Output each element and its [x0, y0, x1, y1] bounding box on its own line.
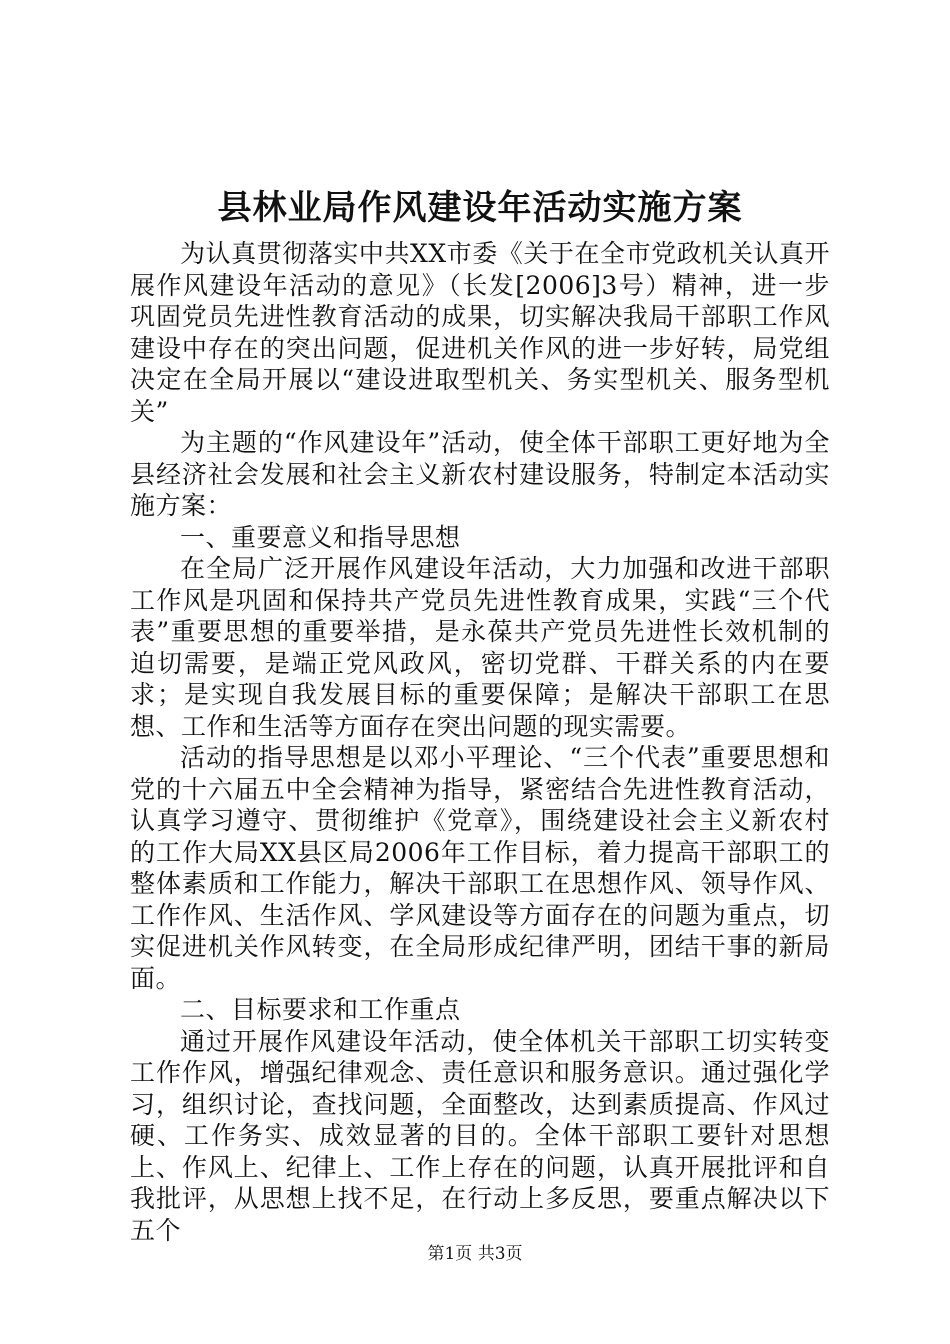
document-body [130, 238, 830, 1246]
paragraph-purpose: 为主题的“作风建设年”活动，使全体干部职工更好地为全县经济社会发展和社会主义新农村建设服务，特制定本活动实施方案： [130, 428, 830, 520]
paragraph-intro: 为认真贯彻落实中共XX市委《关于在全市党政机关认真开展作风建设年活动的意见》（长发[2006]3号）精神，进一步巩固党员先进性教育活动的成果，切实解决我局干部职工作风建设中存在的突出问题，促进机关作风的进一步好转，局党组决定在全局开展以“建设进取型机关、务实型机关、服务型机关” [130, 239, 830, 426]
page-footer: 第1页 共3页 [427, 1244, 523, 1264]
paragraph-goals: 通过开展作风建设年活动，使全体机关干部职工切实转变工作作风，增强纪律观念、责任意识和服务意识。通过强化学习，组织讨论，查找问题，全面整改，达到素质提高、作风过硬、工作务实、成效显著的目的。全体干部职工要针对思想上、作风上、纪律上、工作上存在的问题，认真开展批评和自我批评，从思想上找不足，在行动上多反思，要重点解决以下五个 [130, 1026, 830, 1245]
section-heading-1: 一、重要意义和指导思想 [180, 522, 461, 552]
section-heading-2: 二、目标要求和工作重点 [180, 995, 461, 1024]
paragraph-significance: 在全局广泛开展作风建设年活动，大力加强和改进干部职工作风是巩固和保持共产党员先进性教育成果，实践“三个代表”重要思想的重要举措，是永葆共产党员先进性长效机制的迫切需要，是端正党风政风，密切党群、干群关系的内在要求；是实现自我发展目标的重要保障；是解决干部职工在思想、工作和生活等方面存在突出问题的现实需要。 [130, 554, 830, 741]
paragraph-guiding-thought: 活动的指导思想是以邓小平理论、“三个代表”重要思想和党的十六届五中全会精神为指导，紧密结合先进性教育活动，认真学习遵守、贯彻维护《党章》，围绕建设社会主义新农村的工作大局XX县区局2006年工作目标，着力提高干部职工的整体素质和工作能力，解决干部职工在思想作风、领导作风、工作作风、生活作风、学风建设等方面存在的问题为重点，切实促进机关作风转变，在全局形成纪律严明，团结干事的新局面。 [130, 743, 830, 993]
document-title: 县林业局作风建设年活动实施方案 [217, 188, 743, 228]
